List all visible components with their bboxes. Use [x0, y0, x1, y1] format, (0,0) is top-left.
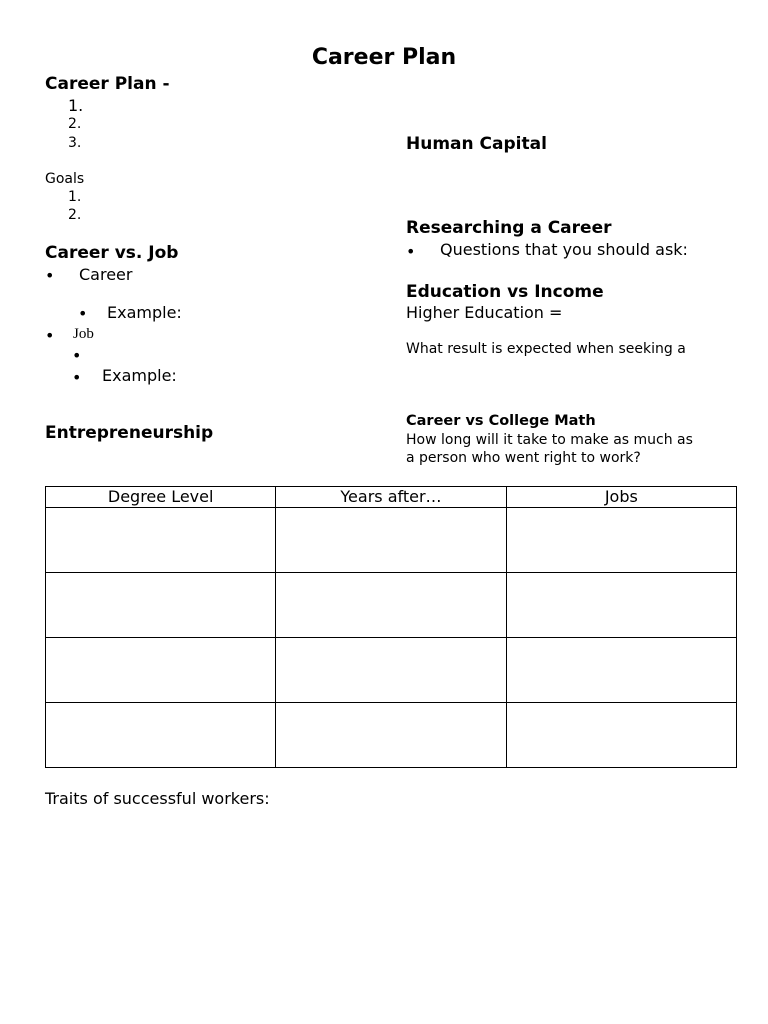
table-row — [46, 573, 737, 638]
goals-label: Goals — [45, 171, 85, 187]
job-label: Job — [73, 326, 94, 342]
degree-table — [45, 486, 737, 768]
table-cell[interactable] — [506, 703, 736, 768]
table-cell[interactable] — [506, 638, 736, 703]
table-cell[interactable] — [46, 703, 276, 768]
traits-label: Traits of successful workers: — [45, 789, 270, 808]
career-example-bullet-icon — [78, 304, 87, 323]
table-cell[interactable] — [276, 638, 506, 703]
researching-heading: Researching a Career — [406, 218, 612, 238]
table-cell[interactable] — [276, 573, 506, 638]
degree-level-header: Degree Level — [46, 487, 276, 508]
goals-item-1: 1. — [68, 189, 82, 205]
table-cell[interactable] — [46, 638, 276, 703]
job-example-bullet-icon — [72, 368, 81, 387]
college-math-heading: Career vs College Math — [406, 413, 596, 429]
career-plan-item-1: 1. — [68, 96, 84, 115]
career-plan-item-3: 3. — [68, 135, 82, 151]
table-cell[interactable] — [276, 508, 506, 573]
researching-bullet-icon — [406, 242, 415, 261]
jobs-header: Jobs — [506, 487, 736, 508]
job-bullet-icon — [45, 326, 54, 345]
table-cell[interactable] — [506, 573, 736, 638]
expected-result-text: What result is expected when seeking a — [406, 341, 686, 357]
entrepreneurship-heading: Entrepreneurship — [45, 423, 214, 443]
job-empty-bullet-icon — [72, 346, 81, 365]
career-example-label: Example: — [107, 303, 182, 322]
table-row — [46, 703, 737, 768]
career-plan-item-2: 2. — [68, 116, 82, 132]
higher-education-label: Higher Education = — [406, 303, 563, 322]
education-income-heading: Education vs Income — [406, 282, 604, 302]
table-row — [46, 508, 737, 573]
table-cell[interactable] — [46, 508, 276, 573]
job-example-label: Example: — [102, 366, 177, 385]
career-plan-heading: Career Plan - — [45, 74, 170, 94]
career-vs-job-heading: Career vs. Job — [45, 243, 179, 263]
table-row — [46, 638, 737, 703]
table-header-row — [46, 487, 737, 508]
researching-bullet-text: Questions that you should ask: — [440, 240, 688, 259]
years-after-header: Years after… — [276, 487, 506, 508]
page-title: Career Plan — [311, 45, 457, 70]
table-cell[interactable] — [276, 703, 506, 768]
college-math-line-2: a person who went right to work? — [406, 450, 641, 466]
table-cell[interactable] — [46, 573, 276, 638]
career-label: Career — [79, 265, 133, 284]
goals-item-2: 2. — [68, 207, 82, 223]
human-capital-heading: Human Capital — [406, 134, 547, 154]
college-math-line-1: How long will it take to make as much as — [406, 432, 693, 448]
table-cell[interactable] — [506, 508, 736, 573]
career-bullet-icon — [45, 266, 54, 285]
